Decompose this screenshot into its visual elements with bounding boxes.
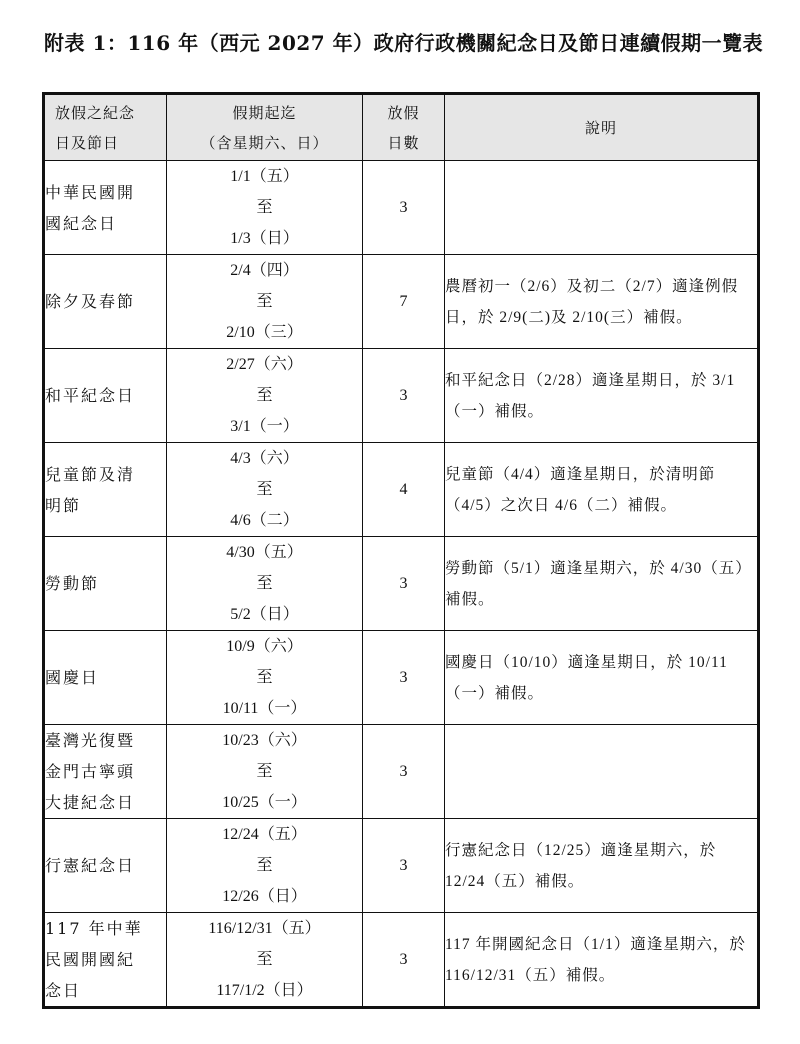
holiday-name-line: 民國開國紀 <box>45 950 136 969</box>
header-period-line: 假期起迄 <box>232 103 297 122</box>
table-row <box>44 631 759 725</box>
period-to: 至 <box>256 481 273 498</box>
holiday-name-cell <box>44 161 167 255</box>
note-cell: 兒童節（4/4）適逢星期日，於清明節（4/5）之次日 4/6（二）補假。 <box>445 443 759 537</box>
period-end: 4/6（二） <box>230 512 299 529</box>
holiday-name-cell <box>44 349 167 443</box>
header-days <box>363 94 445 161</box>
holiday-name-line: 除夕及春節 <box>45 292 136 311</box>
period-end: 10/11（一） <box>222 700 307 717</box>
header-note: 說明 <box>445 94 759 161</box>
period-cell <box>167 349 363 443</box>
holiday-name-cell <box>44 631 167 725</box>
period-to: 至 <box>256 951 273 968</box>
table-row <box>44 819 759 913</box>
period-end: 1/3（日） <box>230 230 299 247</box>
table-row <box>44 725 759 819</box>
days-cell: 4 <box>363 443 445 537</box>
holiday-name-line: 中華民國開 <box>45 182 136 202</box>
table-row <box>44 443 759 537</box>
header-holiday-name-line: 放假之紀念 <box>55 103 136 122</box>
period-start: 116/12/31（五） <box>208 920 321 937</box>
holiday-name-line: 兒童節及清 <box>45 464 136 484</box>
note-cell <box>445 161 759 255</box>
note-cell <box>445 725 759 819</box>
period-cell <box>167 537 363 631</box>
period-end: 12/26（日） <box>222 888 307 905</box>
period-cell <box>167 819 363 913</box>
holiday-name-line: 金門古寧頭 <box>45 762 136 781</box>
holiday-name-cell <box>44 819 167 913</box>
days-cell: 3 <box>363 913 445 1008</box>
table-row <box>44 537 759 631</box>
holiday-name-line: 117 年中華 <box>45 919 143 938</box>
holiday-name-cell <box>44 725 167 819</box>
holiday-name-line: 國紀念日 <box>45 213 118 233</box>
period-cell <box>167 725 363 819</box>
period-start: 4/3（六） <box>230 450 299 467</box>
days-cell: 3 <box>363 537 445 631</box>
header-holiday-name-line: 日及節日 <box>55 133 120 152</box>
days-cell: 3 <box>363 161 445 255</box>
period-to: 至 <box>256 763 273 780</box>
table-row <box>44 349 759 443</box>
table-row <box>44 913 759 1008</box>
holiday-name-line: 明節 <box>45 495 82 515</box>
period-start: 2/27（六） <box>226 356 303 373</box>
period-end: 117/1/2（日） <box>216 982 313 999</box>
period-end: 10/25（一） <box>222 794 307 811</box>
period-to: 至 <box>256 575 273 592</box>
header-days-line: 日數 <box>387 133 420 152</box>
period-to: 至 <box>256 857 273 874</box>
period-to: 至 <box>256 199 273 216</box>
period-start: 4/30（五） <box>226 544 303 561</box>
period-cell <box>167 913 363 1008</box>
holiday-name-line: 勞動節 <box>45 574 100 593</box>
holiday-name-line: 行憲紀念日 <box>45 856 136 875</box>
period-cell <box>167 631 363 725</box>
period-to: 至 <box>256 669 273 686</box>
holiday-name-cell <box>44 255 167 349</box>
period-to: 至 <box>256 293 273 310</box>
holiday-name-line: 臺灣光復暨 <box>45 731 136 750</box>
days-cell: 3 <box>363 349 445 443</box>
holiday-name-cell <box>44 443 167 537</box>
days-cell: 3 <box>363 819 445 913</box>
page-title: 附表 1：116 年（西元 2027 年）政府行政機關紀念日及節日連續假期一覽表 <box>44 31 764 55</box>
note-cell: 行憲紀念日（12/25）適逢星期六，於 12/24（五）補假。 <box>445 819 759 913</box>
holiday-name-line: 念日 <box>45 981 82 1000</box>
period-start: 10/9（六） <box>226 638 303 655</box>
period-start: 1/1（五） <box>230 168 299 185</box>
header-holiday-name <box>44 94 167 161</box>
table-row <box>44 255 759 349</box>
table-row <box>44 161 759 255</box>
header-period <box>167 94 363 161</box>
holiday-name-line: 大捷紀念日 <box>45 793 136 812</box>
table-header-row <box>44 94 759 161</box>
period-cell <box>167 161 363 255</box>
note-cell: 國慶日（10/10）適逢星期日，於 10/11（一）補假。 <box>445 631 759 725</box>
period-end: 5/2（日） <box>230 606 299 623</box>
period-to: 至 <box>256 387 273 404</box>
days-cell: 3 <box>363 631 445 725</box>
holiday-name-cell <box>44 537 167 631</box>
note-cell: 勞動節（5/1）適逢星期六，於 4/30（五）補假。 <box>445 537 759 631</box>
header-days-line: 放假 <box>387 103 420 122</box>
period-start: 10/23（六） <box>222 732 307 749</box>
days-cell: 7 <box>363 255 445 349</box>
period-cell <box>167 443 363 537</box>
header-period-line: （含星期六、日） <box>200 133 329 152</box>
days-cell: 3 <box>363 725 445 819</box>
holiday-name-line: 國慶日 <box>45 668 100 687</box>
note-cell: 和平紀念日（2/28）適逢星期日，於 3/1（一）補假。 <box>445 349 759 443</box>
note-cell: 117 年開國紀念日（1/1）適逢星期六，於 116/12/31（五）補假。 <box>445 913 759 1008</box>
holiday-name-cell <box>44 913 167 1008</box>
period-end: 2/10（三） <box>226 324 303 341</box>
period-start: 2/4（四） <box>230 262 299 279</box>
note-cell: 農曆初一（2/6）及初二（2/7）適逢例假日，於 2/9(二)及 2/10(三）補假。 <box>445 255 759 349</box>
period-end: 3/1（一） <box>230 418 299 435</box>
period-start: 12/24（五） <box>222 826 307 843</box>
period-cell <box>167 255 363 349</box>
holiday-name-line: 和平紀念日 <box>45 386 136 405</box>
holiday-table <box>42 92 760 1009</box>
